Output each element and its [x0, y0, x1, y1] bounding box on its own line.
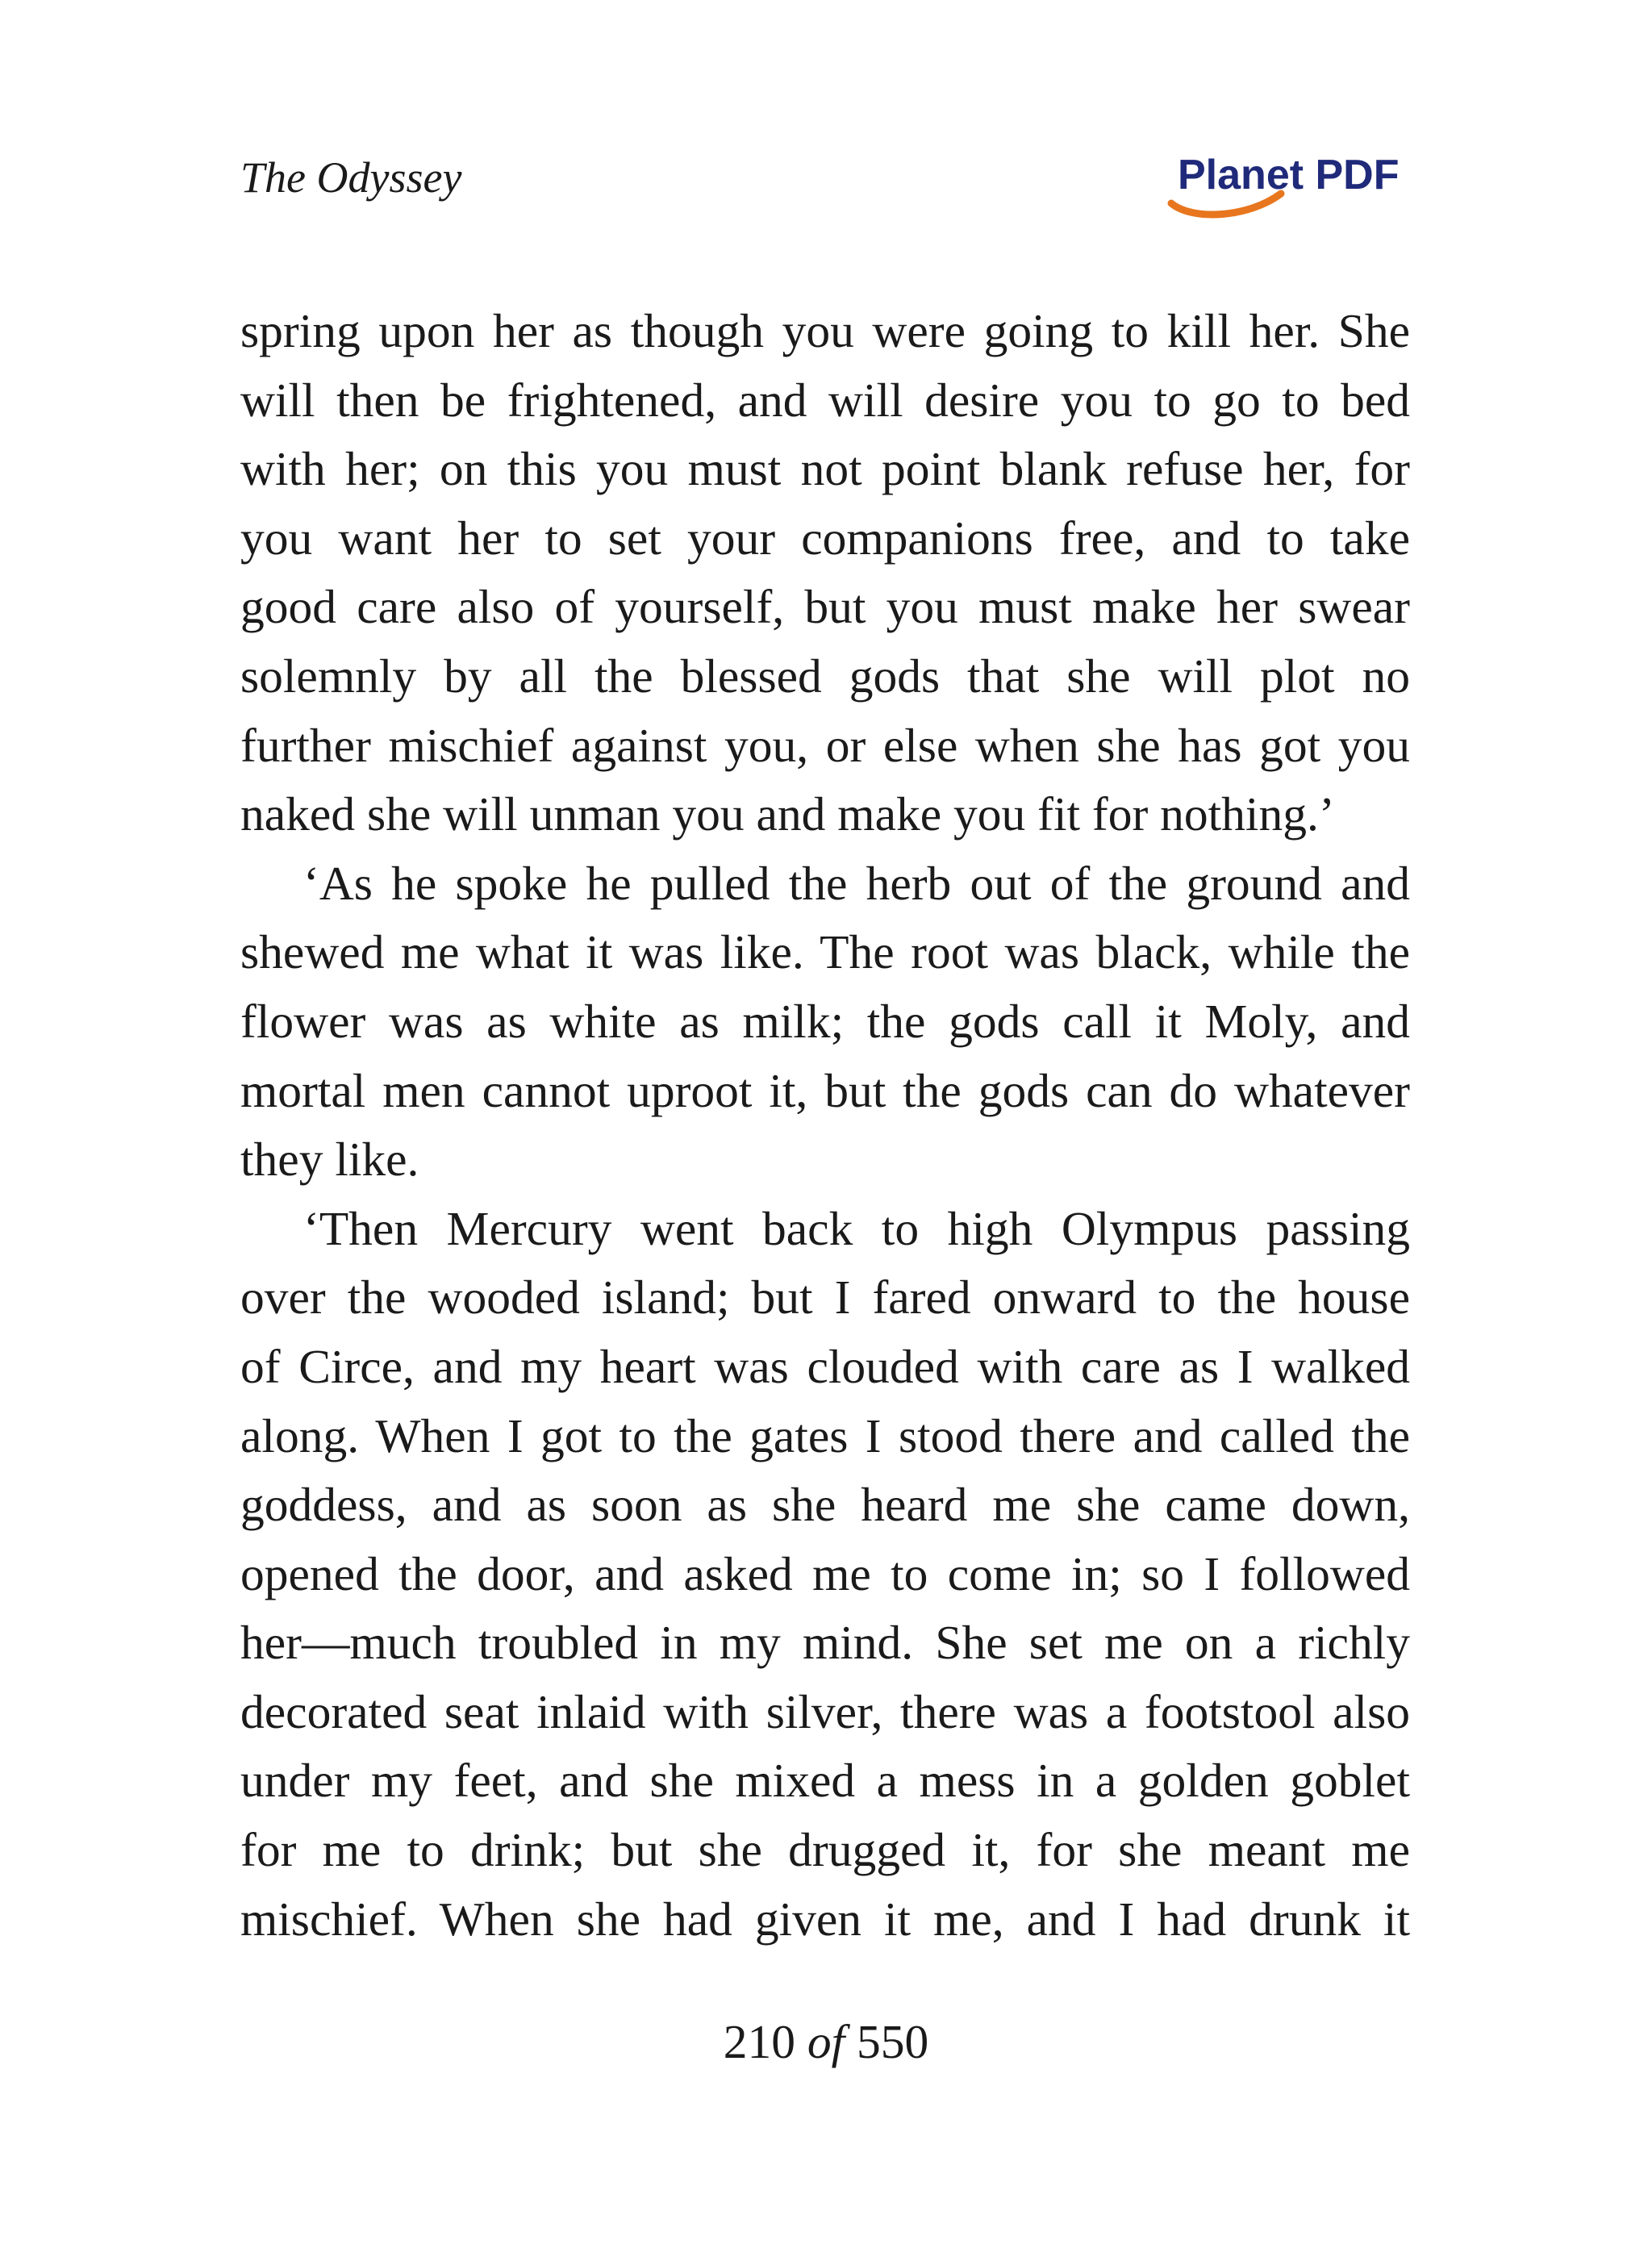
current-page: 210	[723, 2015, 795, 2068]
text-line: with her; on this you must not point blank refuse her, for	[240, 442, 1410, 496]
text-line: good care also of yourself, but you must make her swear	[240, 580, 1410, 634]
text-line: naked she will unman you and make you fit for nothing.’	[240, 787, 1335, 841]
text-line: mortal men cannot uproot it, but the gods can do whatever	[240, 1063, 1410, 1117]
text-line: under my feet, and she mixed a mess in a golden goblet	[240, 1754, 1410, 1808]
text-line: flower was as white as milk; the gods call it Moly, and	[240, 994, 1410, 1048]
text-line: you want her to set your companions free, and to take	[240, 511, 1410, 565]
text-line: further mischief against you, or else when she has got you	[240, 718, 1410, 772]
text-line: opened the door, and asked me to come in; so I followed	[240, 1546, 1410, 1600]
text-line: goddess, and as soon as she heard me she came down,	[240, 1478, 1410, 1532]
text-line: spring upon her as though you were going to kill her. She	[240, 304, 1410, 357]
text-line: for me to drink; but she drugged it, for she meant me	[240, 1823, 1410, 1877]
text-line: will then be frightened, and will desire you to go to bed	[240, 373, 1410, 427]
text-line: of Circe, and my heart was clouded with care as I walked	[240, 1339, 1410, 1393]
text-line: over the wooded island; but I fared onward to the house	[240, 1270, 1410, 1325]
text-line: decorated seat inlaid with silver, there was a footstool also	[240, 1684, 1410, 1738]
text-line: her—much troubled in my mind. She set me on a richly	[240, 1616, 1410, 1670]
of-label: of	[807, 2015, 845, 2068]
total-pages: 550	[857, 2015, 929, 2068]
body-text	[240, 297, 1410, 1954]
paragraph-start-line: ‘As he spoke he pulled the herb out of the ground and	[303, 856, 1410, 910]
text-line: shewed me what it was like. The root was black, while the	[240, 925, 1410, 979]
text-line: mischief. When she had given it me, and I had drunk it	[240, 1892, 1410, 1946]
logo-text: Planet PDF	[1178, 152, 1400, 198]
running-title: The Odyssey	[240, 153, 462, 202]
planet-pdf-logo	[1160, 144, 1418, 224]
text-line: they like.	[240, 1133, 419, 1187]
text-line: solemnly by all the blessed gods that she will plot no	[240, 649, 1410, 703]
paragraph-start-line: ‘Then Mercury went back to high Olympus passing	[303, 1201, 1410, 1255]
text-line: along. When I got to the gates I stood there and called the	[240, 1408, 1410, 1462]
page-number	[0, 2013, 1652, 2070]
